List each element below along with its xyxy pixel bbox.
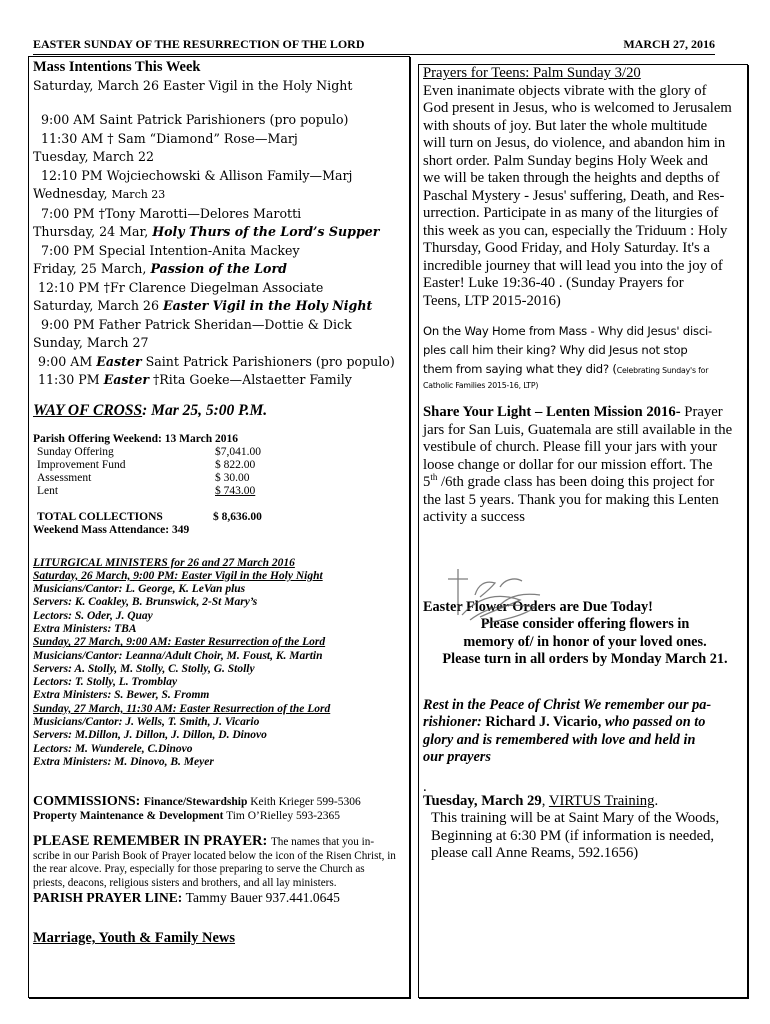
- marriage-heading: Marriage, Youth & Family News: [33, 930, 236, 947]
- lit-line: Extra Ministers: M. Dinovo, B. Meyer: [33, 755, 214, 768]
- mass-line: Wednesday, March 23: [33, 186, 166, 201]
- virtus-training: . Tuesday, March 29, VIRTUS Training. This training will be at Saint Mary of the Woods, Beginning at 6:30 PM (if information is needed, please call Anne Reams, 592.1656): [423, 778, 720, 861]
- lit-line: Lectors: M. Wunderele, C.Dinovo: [33, 742, 193, 755]
- header-date: MARCH 27, 2016: [623, 37, 715, 51]
- way-of-cross: WAY OF CROSS: Mar 25, 5:00 P.M.: [33, 401, 268, 419]
- mass-line: 12:10 PM Wojciechowski & Allison Family—Marj: [41, 167, 353, 183]
- mass-line: 7:00 PM Special Intention-Anita Mackey: [41, 242, 300, 258]
- share-your-light: Share Your Light – Lenten Mission 2016- Prayer jars for San Luis, Guatemala are still available in the vestibule of church. Please fill your jars with your loose change or dollar for our mission effort. The 5th /6th grade class has been doing this project for the last 5 years. Thank you for making this Lenten activity a success: [423, 404, 733, 525]
- mass-line: 9:00 AM Saint Patrick Parishioners (pro populo): [41, 112, 349, 127]
- flowers-heading: Easter Flower Orders are Due Today!: [423, 598, 653, 615]
- mass-attendance: Weekend Mass Attendance: 349: [33, 523, 190, 536]
- mass-line: Thursday, 24 Mar, Holy Thurs of the Lord’s Supper: [33, 224, 380, 239]
- offering-row: Sunday Offering $7,041.00: [37, 445, 261, 458]
- mass-line: 12:10 PM †Fr Clarence Diegelman Associate: [38, 279, 324, 295]
- prayer-section: PLEASE REMEMBER IN PRAYER: The names that you in- scribe in our Parish Book of Prayer located below the icon of the Risen Christ, in the rear alcove. Pray, especially for those preparing to serve the Church as priests, deacons, religious sisters and brothers, and all lay ministers. PARISH PRAYER LINE: Tammy Bauer 937.441.0645: [29, 835, 409, 906]
- lit-line: Servers: A. Stolly, M. Stolly, C. Stolly, G. Stolly: [33, 662, 255, 675]
- lit-line: Extra Ministers: TBA: [33, 622, 137, 635]
- mass-line: Sunday, March 27: [33, 335, 149, 350]
- share-heading: Share Your Light – Lenten Mission 2016-: [423, 404, 681, 420]
- offering-section: [29, 433, 409, 537]
- right-column: [418, 64, 748, 998]
- way-home-section: On the Way Home from Mass - Why did Jesus' disci- ples call him their king? Why did Jesus not stop them from saying what they did? (Celebrating Sunday's for Catholic Families 2015-16, LTP): [423, 324, 713, 390]
- lit-line: Musicians/Cantor: L. George, K. LeVan plus: [33, 583, 246, 596]
- header-title: EASTER SUNDAY OF THE RESURRECTION OF THE LORD: [33, 37, 365, 51]
- easter-lily-icon: [440, 565, 570, 635]
- mass-line: Tuesday, March 22: [33, 149, 155, 164]
- rest-in-peace: Rest in the Peace of Christ We remember our pa- rishioner: Richard J. Vicario, who passed on to glory and is remembered with love and held in our prayers: [423, 696, 712, 765]
- lit-line: Extra Ministers: S. Bewer, S. Fromm: [33, 689, 210, 702]
- lit-line: Lectors: T. Stolly, L. Tromblay: [33, 676, 178, 689]
- prayer-heading: PLEASE REMEMBER IN PRAYER:: [33, 833, 271, 850]
- mass-line: Friday, 25 March, Passion of the Lord: [33, 261, 287, 276]
- mass-line: 11:30 PM Easter †Rita Goeke—Alstaetter Family: [38, 372, 352, 387]
- mass-intentions-heading: Mass Intentions This Week: [33, 59, 201, 75]
- lit-line: Sunday, 27 March, 9:00 AM: Easter Resurrection of the Lord: [33, 636, 326, 649]
- teens-prayer: Prayers for Teens: Palm Sunday 3/20 Even inanimate objects vibrate with the glory of God present in Jesus, who is welcomed to Jerusalem with shouts of joy. But later the whole multitude will turn on Jesus, do violence, and abandon him in short order. Palm Sunday begins Holy Week and we will be taken through the heights and depths of Paschal Mystery - Jesus' suffering, Death, and Res- urrection. Participate in as many of the liturgies of this week as you can, especially the Triduum : Holy Thursday, Good Friday, and Holy Saturday. It's a incredible journey that will lead you into the joy of Easter! Luke 19:36-40 . (Sunday Prayers for Teens, LTP 2015-2016): [419, 65, 747, 310]
- prayer-line: PARISH PRAYER LINE: Tammy Bauer 937.441.0645: [33, 890, 340, 906]
- mass-line: 11:30 AM † Sam “Diamond” Rose—Marj: [41, 130, 298, 146]
- offering-row: Improvement Fund $ 822.00: [37, 458, 256, 471]
- easter-flowers: Easter Flower Orders are Due Today! Please consider offering flowers in memory of/ in honor of your loved ones. Please turn in all orders by Monday March 21.: [419, 599, 747, 669]
- mass-line: Saturday, March 26 Easter Vigil in the Holy Night: [33, 298, 373, 313]
- lit-line: Saturday, 26 March, 9:00 PM: Easter Vigil in the Holy Night: [33, 569, 323, 582]
- teens-heading: Prayers for Teens: Palm Sunday 3/20: [423, 65, 641, 81]
- offering-row: Assessment $ 30.00: [37, 471, 250, 484]
- mass-line: Saturday, March 26 Easter Vigil in the Holy Night: [33, 77, 353, 93]
- offering-row: Lent $ 743.00: [37, 484, 256, 497]
- lit-line: Musicians/Cantor: J. Wells, T. Smith, J. Vicario: [33, 716, 260, 729]
- page-header: [33, 36, 715, 55]
- mass-line: 9:00 PM Father Patrick Sheridan—Dottie & Dick: [41, 316, 352, 332]
- lit-line: Musicians/Cantor: Leanna/Adult Choir, M. Foust, K. Martin: [33, 649, 323, 662]
- mass-line: 7:00 PM †Tony Marotti—Delores Marotti: [41, 205, 302, 221]
- lit-line: Sunday, 27 March, 11:30 AM: Easter Resurrection of the Lord: [33, 702, 331, 715]
- offering-heading: Parish Offering Weekend: 13 March 2016: [33, 432, 238, 445]
- liturgical-ministers: [29, 557, 409, 770]
- commissions: COMMISSIONS: Finance/Stewardship Keith Krieger 599-5306 Property Maintenance & Development Tim O’Rielley 593-2365: [33, 794, 361, 823]
- lit-line: LITURGICAL MINISTERS for 26 and 27 March 2016: [33, 556, 295, 569]
- left-column: [28, 56, 410, 998]
- total-collections: TOTAL COLLECTIONS $ 8,636.00: [37, 510, 262, 523]
- lit-line: Servers: M.Dillon, J. Dillon, J. Dillon, D. Dinovo: [33, 729, 267, 742]
- mass-line: 9:00 AM Easter Saint Patrick Parishioners (pro populo): [38, 353, 395, 369]
- lit-line: Servers: K. Coakley, B. Brunswick, 2-St Mary’s: [33, 596, 258, 609]
- lit-line: Lectors: S. Oder, J. Quay: [33, 609, 153, 622]
